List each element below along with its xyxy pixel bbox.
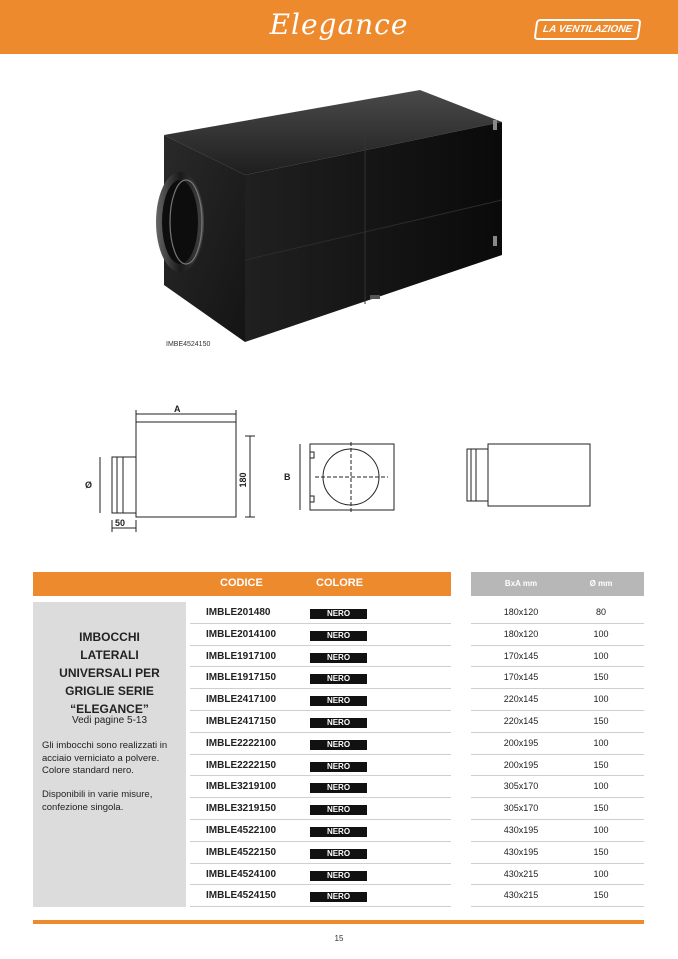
- code-color-list: [190, 602, 451, 907]
- page-number: 15: [334, 934, 344, 943]
- table-row: [190, 885, 451, 907]
- table-row: [190, 842, 451, 864]
- side-view-drawing: [100, 410, 255, 532]
- table-row: [471, 842, 644, 864]
- table-row: [471, 624, 644, 646]
- table-row: [190, 776, 451, 798]
- photo-caption: IMBE4524150: [166, 341, 211, 348]
- size-value: 430x215: [503, 868, 539, 879]
- table-row: [190, 820, 451, 842]
- dim-a-label: A: [174, 404, 181, 414]
- description-paragraph-2: Disponibili in varie misure, confezione singola.: [42, 789, 153, 813]
- diameter-value: 100: [593, 694, 609, 705]
- color-badge: NERO: [310, 783, 367, 793]
- color-badge: NERO: [310, 805, 367, 815]
- diameter-value: 150: [593, 715, 609, 726]
- diameter-value: 100: [593, 868, 609, 879]
- product-code: IMBLE2417150: [206, 715, 277, 727]
- table-row: [471, 776, 644, 798]
- product-code: IMBLE4522150: [206, 846, 277, 858]
- table-row: [190, 711, 451, 733]
- table-row: [190, 667, 451, 689]
- color-badge: NERO: [310, 849, 367, 859]
- size-value: 220x145: [503, 715, 539, 726]
- product-code: IMBLE2014100: [206, 628, 277, 640]
- table-row: [471, 755, 644, 777]
- diameter-value: 100: [593, 824, 609, 835]
- table-row: [190, 864, 451, 886]
- table-row: [190, 798, 451, 820]
- dim-height-label: 180: [238, 472, 248, 488]
- size-value: 430x195: [503, 824, 539, 835]
- product-code: IMBLE2222150: [206, 759, 277, 771]
- product-code: IMBLE4524100: [206, 868, 277, 880]
- color-badge: NERO: [310, 674, 367, 684]
- color-badge: NERO: [310, 892, 367, 902]
- diameter-value: 150: [593, 890, 609, 901]
- page-reference: Vedi pagine 5-13: [71, 715, 148, 726]
- size-value: 430x195: [503, 846, 539, 857]
- description-title: IMBOCCHI LATERALI UNIVERSALI PER GRIGLIE SERIE “ELEGANCE”: [59, 630, 160, 716]
- diameter-value: 150: [593, 759, 609, 770]
- color-badge: NERO: [310, 696, 367, 706]
- size-value: 180x120: [503, 628, 539, 639]
- product-code: IMBLE4524150: [206, 890, 277, 902]
- size-value: 220x145: [503, 694, 539, 705]
- table-row: [471, 864, 644, 886]
- table-row: [471, 711, 644, 733]
- table-row: [471, 733, 644, 755]
- table-row: [190, 602, 451, 624]
- dim-b-label: B: [284, 472, 291, 482]
- dimension-list: [471, 602, 644, 907]
- color-badge: NERO: [310, 871, 367, 881]
- product-code: IMBLE2417100: [206, 694, 277, 706]
- brand-logo: LA VENTILAZIONE: [533, 19, 641, 40]
- table-row: [471, 602, 644, 624]
- size-value: 170x145: [503, 650, 539, 661]
- product-photo: [120, 80, 520, 360]
- header-bar: [0, 0, 678, 54]
- table-header-dimensions: [471, 572, 644, 596]
- table-row: [471, 646, 644, 668]
- product-code: IMBLE4522100: [206, 824, 277, 836]
- size-value: 305x170: [503, 803, 539, 814]
- diameter-value: 150: [593, 803, 609, 814]
- product-code: IMBLE3219150: [206, 803, 277, 815]
- technical-drawings: [70, 398, 630, 548]
- size-value: 170x145: [503, 672, 539, 683]
- color-badge: NERO: [310, 740, 367, 750]
- top-view-drawing: [467, 444, 590, 506]
- size-value: 430x215: [503, 890, 539, 901]
- description-box: [33, 602, 186, 907]
- product-code: IMBLE201480: [206, 607, 271, 618]
- product-code: IMBLE3219100: [206, 781, 277, 793]
- table-header-main: [33, 572, 451, 596]
- col-header-size: BxA mm: [504, 579, 538, 588]
- product-code: IMBLE1917100: [206, 650, 277, 662]
- table-row: [471, 667, 644, 689]
- color-badge: NERO: [310, 762, 367, 772]
- color-badge: NERO: [310, 827, 367, 837]
- col-header-color: COLORE: [316, 577, 364, 589]
- brand-title: Elegance: [269, 8, 409, 41]
- table-row: [190, 733, 451, 755]
- color-badge: NERO: [310, 718, 367, 728]
- dim-diameter-label: Ø: [85, 480, 93, 490]
- table-row: [471, 798, 644, 820]
- table-row: [471, 689, 644, 711]
- size-value: 305x170: [503, 781, 539, 792]
- table-row: [471, 820, 644, 842]
- size-value: 200x195: [503, 737, 539, 748]
- col-header-diameter: Ø mm: [589, 579, 613, 588]
- diameter-value: 100: [593, 650, 609, 661]
- table-row: [190, 624, 451, 646]
- table-row: [190, 646, 451, 668]
- size-value: 200x195: [503, 759, 539, 770]
- table-row: [190, 689, 451, 711]
- diameter-value: 80: [595, 607, 606, 617]
- dim-collar-label: 50: [115, 518, 126, 528]
- product-code: IMBLE2222100: [206, 737, 277, 749]
- diameter-value: 100: [593, 781, 609, 792]
- diameter-value: 150: [593, 846, 609, 857]
- diameter-value: 150: [593, 672, 609, 683]
- color-badge: NERO: [310, 609, 367, 619]
- col-header-code: CODICE: [220, 577, 263, 589]
- color-badge: NERO: [310, 653, 367, 663]
- table-row: [471, 885, 644, 907]
- product-code: IMBLE1917150: [206, 672, 277, 684]
- diameter-value: 100: [593, 737, 609, 748]
- front-view-drawing: [300, 442, 394, 512]
- footer-bar: [33, 920, 644, 924]
- diameter-value: 100: [593, 628, 609, 639]
- size-value: 180x120: [503, 607, 539, 617]
- table-row: [190, 755, 451, 777]
- color-badge: NERO: [310, 631, 367, 641]
- description-paragraph-1: Gli imbocchi sono realizzati in acciaio verniciato a polvere. Colore standard nero.: [42, 740, 168, 776]
